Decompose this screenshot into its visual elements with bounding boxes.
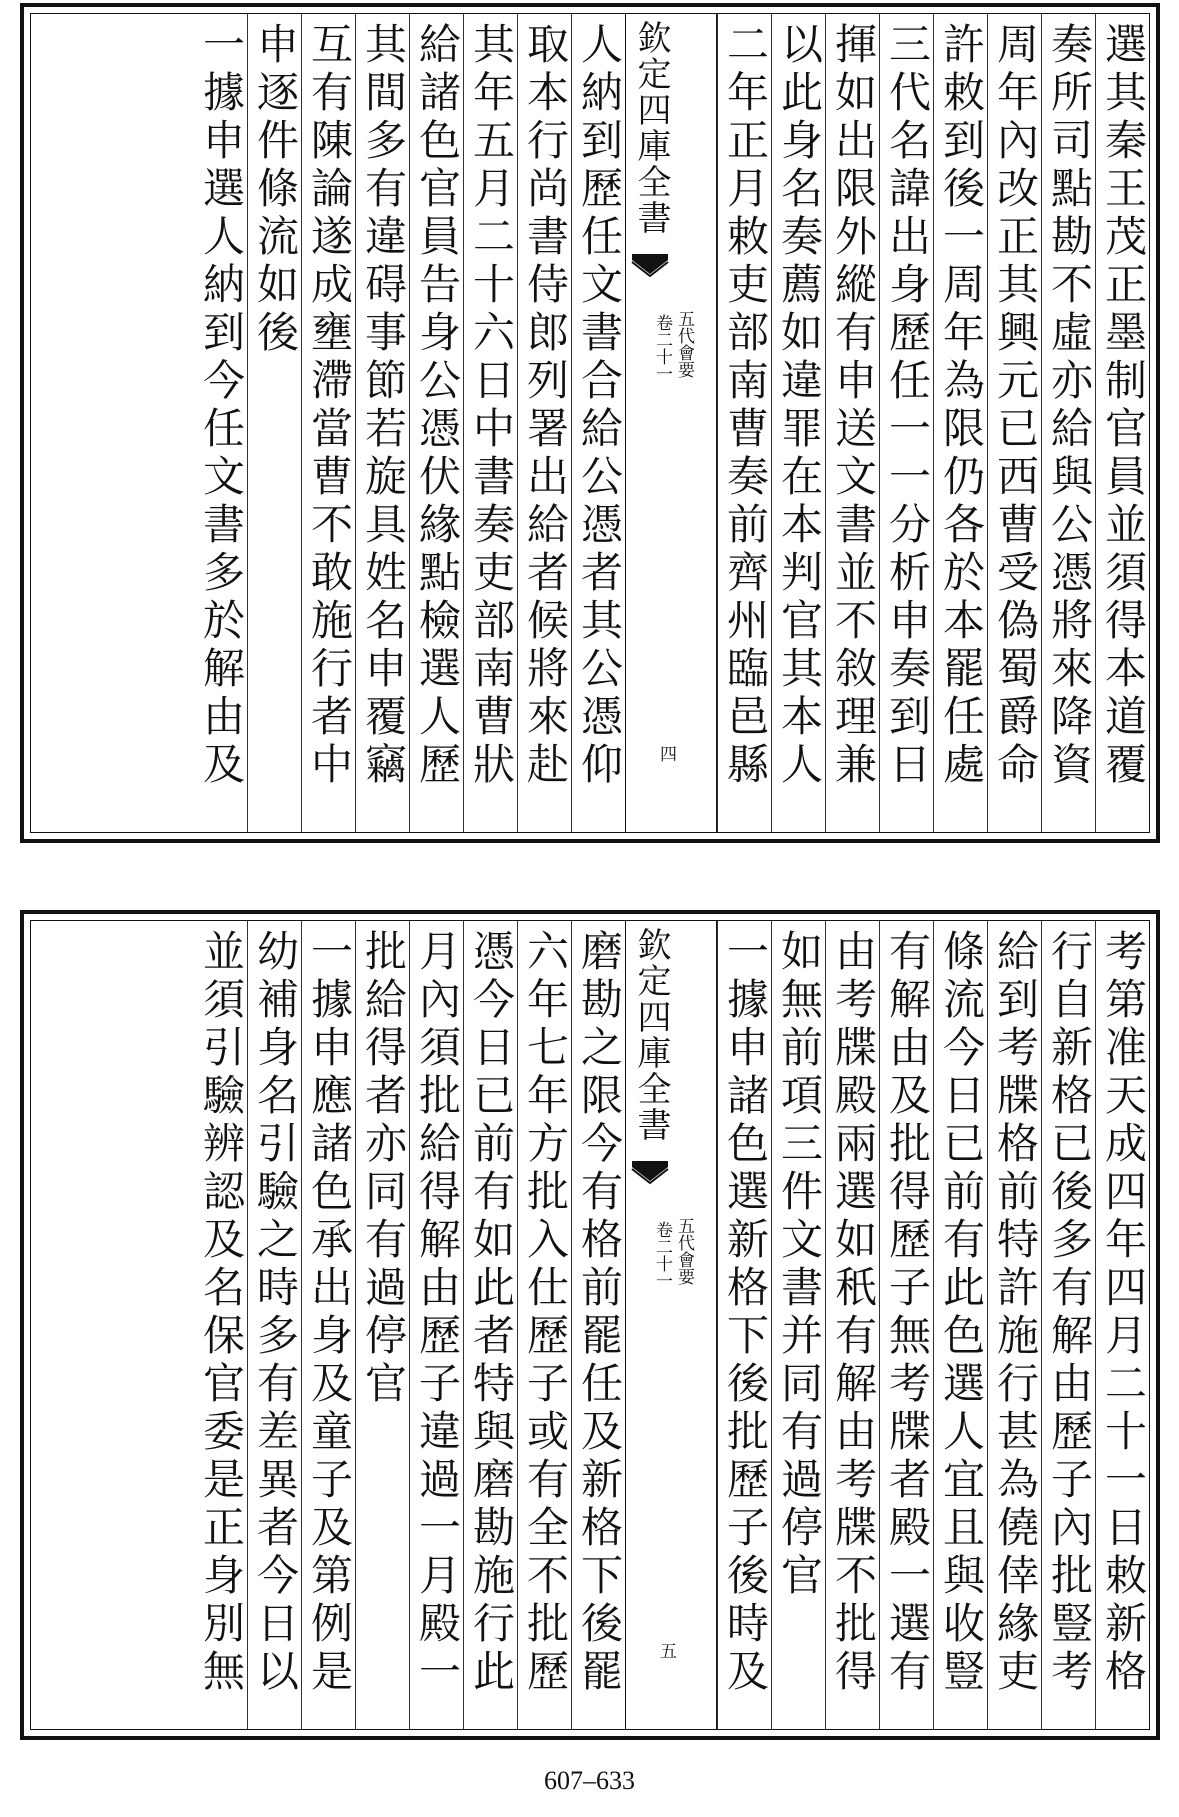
text-column: 行自新格已後多有解由歷子內批豎考 — [1041, 921, 1095, 1729]
text-column: 人納到歷任文書合給公憑者其公憑仰 — [571, 14, 625, 832]
text-column: 六年七年方批入仕歷子或有全不批歷 — [517, 921, 571, 1729]
text-column: 取本行尚書侍郎列署出給者候將來赴 — [517, 14, 571, 832]
text-column: 磨勘之限今有格前罷任及新格下後罷 — [571, 921, 625, 1729]
book-series-title: 欽定四庫全書 — [631, 927, 671, 1143]
center-fold — [625, 14, 717, 832]
text-column: 考第准天成四年四月二十一日敕新格 — [1095, 921, 1149, 1729]
top-page-frame — [30, 13, 1150, 833]
text-column: 給到考牒格前特許施行甚為僥倖緣吏 — [987, 921, 1041, 1729]
text-column: 有解由及批得歷子無考牒者殿一選有 — [879, 921, 933, 1729]
text-column: 選其秦王茂正墨制官員並須得本道覆 — [1095, 14, 1149, 832]
text-column: 一據申應諸色承出身及童子及第例是 — [301, 921, 355, 1729]
text-column: 許敕到後一周年為限仍各於本罷任處 — [933, 14, 987, 832]
fish-tail-icon — [630, 1155, 670, 1195]
text-column: 一據申諸色選新格下後批歷子後時及 — [717, 921, 771, 1729]
fish-tail-icon — [630, 248, 670, 288]
text-column: 由考牒殿兩選如秖有解由考牒不批得 — [825, 921, 879, 1729]
center-fold — [625, 921, 717, 1729]
text-column: 奏所司點勘不虛亦給與公憑將來降資 — [1041, 14, 1095, 832]
volume-number: 卷二十一 — [652, 314, 672, 382]
folio-number: 四 — [656, 745, 676, 762]
bottom-page-frame — [30, 920, 1150, 1730]
text-column: 三代名諱出身歷任一一分析申奏到日 — [879, 14, 933, 832]
volume-number: 卷二十一 — [652, 1221, 672, 1289]
folio-number: 五 — [656, 1642, 676, 1659]
text-column: 其間多有違碍事節若旋具姓名申覆竊 — [355, 14, 409, 832]
text-column: 月內須批給得解由歷子違過一月殿一 — [409, 921, 463, 1729]
text-column: 其年五月二十六日中書奏吏部南曹狀 — [463, 14, 517, 832]
top-page — [20, 3, 1160, 843]
text-column: 憑今日已前有如此者特與磨勘施行此 — [463, 921, 517, 1729]
text-column: 幼補身名引驗之時多有差異者今日以 — [247, 921, 301, 1729]
text-column: 並須引驗辨認及名保官委是正身別無 — [197, 929, 246, 1697]
text-column: 揮如出限外縱有申送文書並不敘理兼 — [825, 14, 879, 832]
text-column: 批給得者亦同有過停官 — [355, 921, 409, 1729]
book-title: 五代會要 — [674, 1217, 694, 1285]
book-series-title: 欽定四庫全書 — [631, 20, 671, 236]
text-column: 給諸色官員告身公憑伏緣點檢選人歷 — [409, 14, 463, 832]
text-column: 如無前項三件文書并同有過停官 — [771, 921, 825, 1729]
text-column: 以此身名奏薦如違罪在本判官其本人 — [771, 14, 825, 832]
bottom-page — [20, 910, 1160, 1740]
text-column: 申逐件條流如後 — [247, 14, 301, 832]
text-column: 條流今日已前有此色選人宜且與收豎 — [933, 921, 987, 1729]
text-column: 二年正月敕吏部南曹奏前齊州臨邑縣 — [717, 14, 771, 832]
text-column: 一據申選人納到今任文書多於解由及 — [197, 22, 246, 790]
book-title: 五代會要 — [674, 310, 694, 378]
text-column: 互有陳論遂成壅滯當曹不敢施行者中 — [301, 14, 355, 832]
page-range-label: 607–633 — [544, 1766, 635, 1795]
text-column: 周年內改正其興元已西曹受偽蜀爵命 — [987, 14, 1041, 832]
